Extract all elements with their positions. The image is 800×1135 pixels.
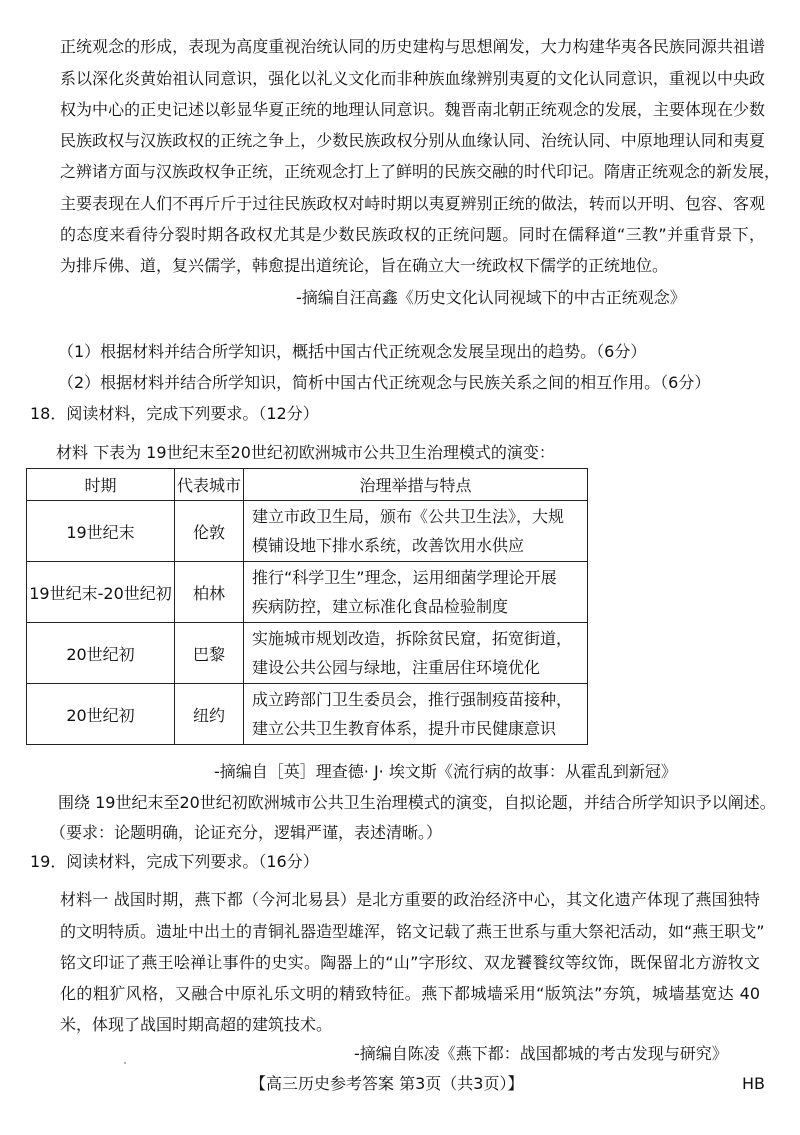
cell-period: 20世纪初	[27, 684, 175, 745]
q17-paragraph-line: 权为中心的正史记述以彰显华夏正统的地理认同意识。魏晋南北朝正统观念的发展，主要体现在少数	[60, 100, 765, 119]
q17-paragraph-line: 的态度来看待分裂时期各政权尤其是少数民族政权的正统问题。同时在儒释道“三教”并重背景下，	[60, 225, 765, 244]
q18-requirement: （要求：论题明确，论证充分，逻辑严谨，表述清晰。）	[50, 823, 443, 842]
q19-paragraph-line: 米，体现了战国时期高超的建筑技术。	[60, 1015, 333, 1034]
q19-citation: -摘编自陈凌《燕下都：战国都城的考古发现与研究》	[354, 1044, 728, 1063]
footer-page-label: 【高三历史参考答案 第3页（共3页）】	[250, 1074, 524, 1093]
q19-paragraph-line: 材料一 战国时期，燕下都（今河北易县）是北方重要的政治经济中心，其文化遗产体现了燕国独特	[60, 890, 760, 909]
cell-city: 伦敦	[175, 501, 244, 562]
q19-paragraph-line: 铭文印证了燕王哙禅让事件的史实。陶器上的“山”字形纹、双龙饕餮纹等纹饰，既保留北方游牧文	[60, 953, 760, 972]
q19-paragraph-line: 的文明特质。遗址中出土的青铜礼器造型雄浑，铭文记载了燕王世系与重大祭祀活动，如“燕王职戈”	[60, 922, 765, 941]
table-row	[27, 562, 588, 623]
q18-task: 围绕 19世纪末至20世纪初欧洲城市公共卫生治理模式的演变，自拟论题，并结合所学知识予以阐述。	[58, 793, 776, 812]
q17-paragraph-line: 正统观念的形成，表现为高度重视治统认同的历史建构与思想阐发，大力构建华夷各民族同源共祖谱	[60, 37, 765, 56]
measures-line: 实施城市规划改造，拆除贫民窟，拓宽街道，	[252, 629, 573, 648]
table-row	[27, 501, 588, 562]
table-row	[27, 684, 588, 745]
table-row	[27, 623, 588, 684]
cell-city: 纽约	[175, 684, 244, 745]
cell-measures	[244, 562, 588, 623]
cell-period: 19世纪末-20世纪初	[27, 562, 175, 623]
measures-line: 推行“科学卫生”理念，运用细菌学理论开展	[252, 568, 557, 587]
cell-measures	[244, 684, 588, 745]
measures-line: 模铺设地下排水系统，改善饮用水供应	[252, 536, 525, 555]
q17-citation: -摘编自汪高鑫《历史文化认同视域下的中古正统观念》	[296, 288, 686, 307]
q19-title: 19．阅读材料，完成下列要求。（16分）	[30, 852, 319, 871]
governance-table	[26, 468, 588, 745]
header-measures: 治理举措与特点	[244, 469, 588, 501]
q19-paragraph-line: 化的粗犷风格，又融合中原礼乐文明的精致特征。燕下都城墙采用“版筑法”夯筑，城墙基宽达 40	[60, 984, 760, 1003]
q17-paragraph-line: 之辨诸方面与汉族政权争正统，正统观念打上了鲜明的民族交融的时代印记。隋唐正统观念的新发展，	[60, 162, 781, 181]
q18-citation: -摘编自［英］理查德· J· 埃文斯《流行病的故事：从霍乱到新冠》	[214, 762, 677, 781]
measures-line: 建设公共公园与绿地，注重居住环境优化	[252, 658, 541, 677]
header-city: 代表城市	[175, 469, 244, 501]
header-period: 时期	[27, 469, 175, 501]
q17-paragraph-line: 主要表现在人们不再斤斤于过往民族政权对峙时期以夷夏辨别正统的做法，转而以开明、包容、客观	[60, 194, 765, 213]
q17-subquestion-1: （1）根据材料并结合所学知识，概括中国古代正统观念发展呈现出的趋势。（6分）	[58, 342, 647, 361]
cell-measures	[244, 501, 588, 562]
q18-intro: 材料 下表为 19世纪末至20世纪初欧洲城市公共卫生治理模式的演变：	[56, 443, 555, 462]
q17-subquestion-2: （2）根据材料并结合所学知识，简析中国古代正统观念与民族关系之间的相互作用。（6分）	[58, 373, 711, 392]
q17-paragraph-line: 民族政权与汉族政权的正统之争上，少数民族政权分别从血缘认同、治统认同、中原地理认同和夷夏	[60, 131, 765, 150]
measures-line: 疾病防控，建立标准化食品检验制度	[252, 597, 509, 616]
cell-period: 19世纪末	[27, 501, 175, 562]
q18-title: 18．阅读材料，完成下列要求。（12分）	[30, 404, 319, 423]
scan-speck	[124, 1062, 126, 1064]
cell-measures	[244, 623, 588, 684]
q17-paragraph-line: 为排斥佛、道，复兴儒学，韩愈提出道统论，旨在确立大一统政权下儒学的正统地位。	[60, 256, 669, 275]
measures-line: 建立公共卫生教育体系，提升市民健康意识	[252, 719, 557, 738]
measures-line: 建立市政卫生局，颁布《公共卫生法》，大规	[252, 507, 565, 526]
q17-paragraph-line: 系以深化炎黄始祖认同意识，强化以礼义文化而非种族血缘辨别夷夏的文化认同意识，重视以中央政	[60, 69, 765, 88]
cell-city: 柏林	[175, 562, 244, 623]
cell-period: 20世纪初	[27, 623, 175, 684]
table-header-row	[27, 469, 588, 501]
cell-city: 巴黎	[175, 623, 244, 684]
footer-code: HB	[742, 1074, 766, 1093]
measures-line: 成立跨部门卫生委员会，推行强制疫苗接种，	[252, 690, 573, 709]
